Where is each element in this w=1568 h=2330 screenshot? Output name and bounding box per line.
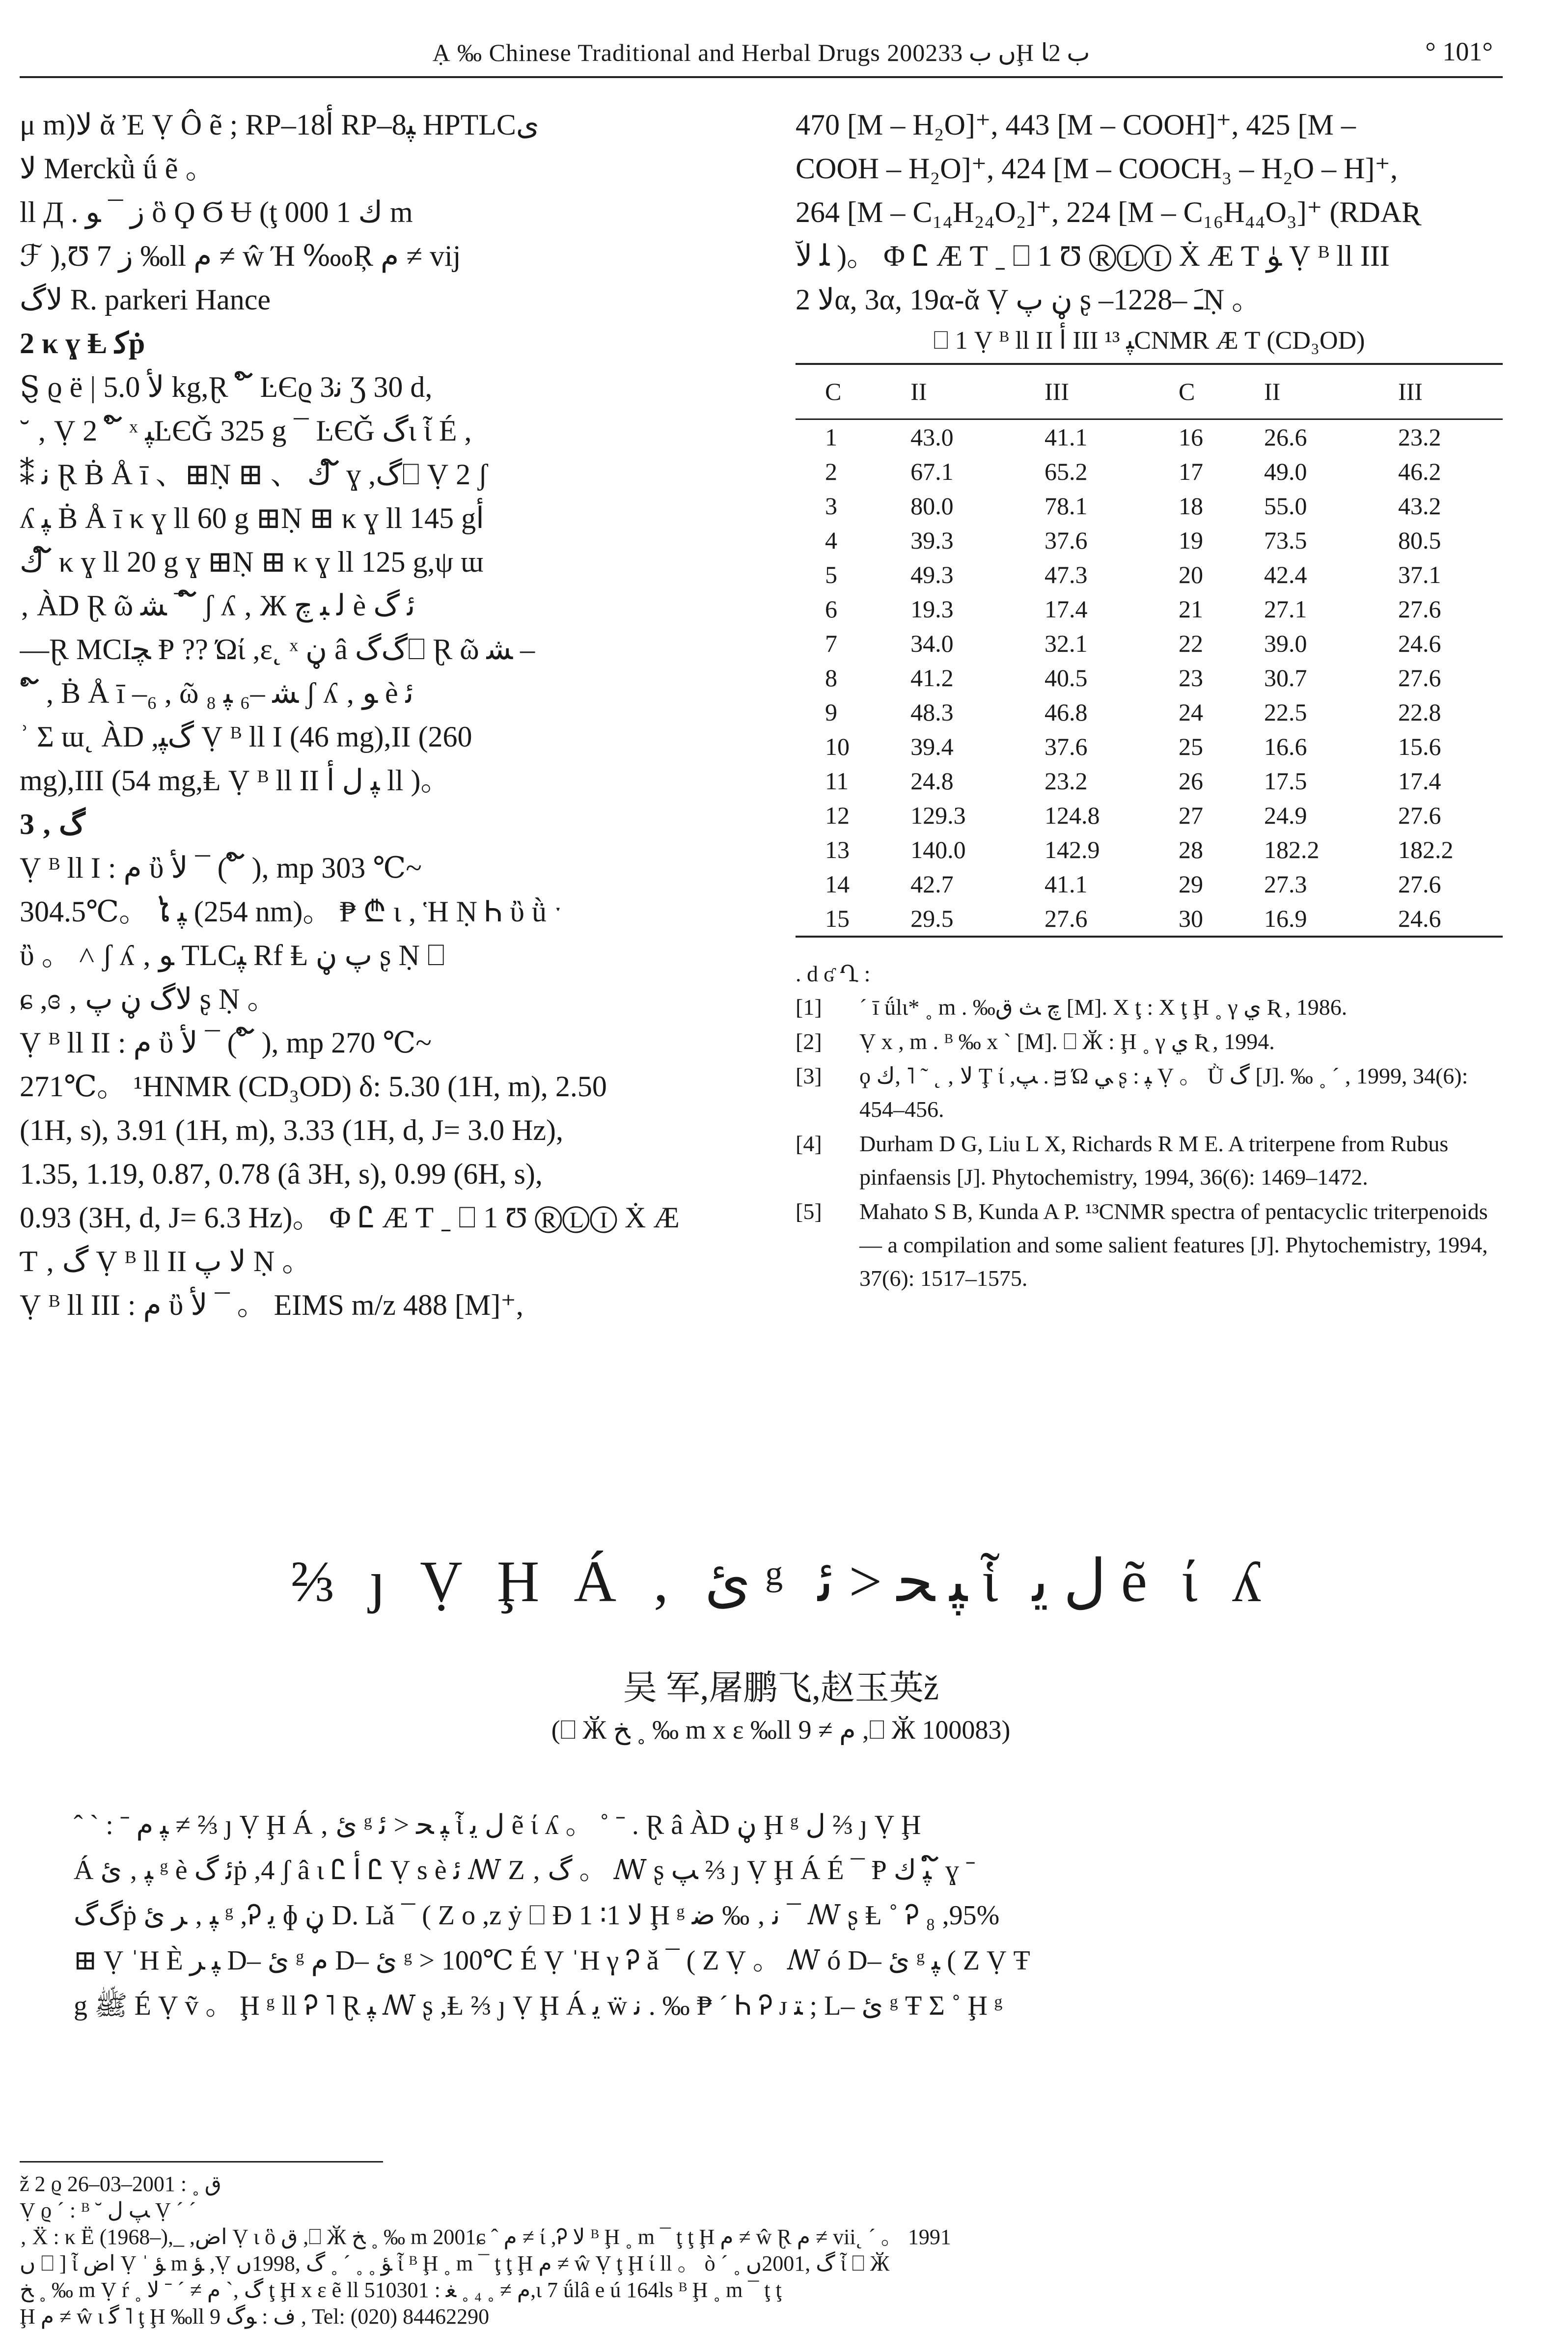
table-cell: 19 (1178, 527, 1203, 554)
table-cell: 17.4 (1398, 767, 1441, 795)
references (796, 957, 1503, 1295)
table-cell: 24.6 (1369, 901, 1503, 937)
body-line: ὒ 。 ˄ ʃ ʎ ‚ ﻮ TLCﭙ Rf Ⱡ ﭖ ڼ ʂ Ṇ ⎕ (20, 939, 445, 971)
table-cell: 37.6 (1045, 733, 1088, 760)
table-cell: 37.1 (1398, 561, 1441, 588)
table-cell: 27.6 (1398, 802, 1441, 829)
body-line: (1H, s), 3.91 (1H, m), 3.33 (1H, d, J= 3.0 Hz), (20, 1114, 564, 1146)
table-row (796, 557, 1503, 592)
abstract-line: ˆ ˋ : ˉ ﭙ ﻡ ≠ ⅔ ȷ Ṿ Ḩ Á ‚ ﺉ ᵍ ﭙ ﺤ < ﺋ ἷ ﻝ ﻳ ẽ ί ʎ 。 ˚ ˉ . Ɽ â ÀD ڼ Ḩ ᵍ ﻝ ⅔ ȷ Ṿ Ḩ (74, 1810, 921, 1840)
table-cell: 27 (1178, 802, 1203, 829)
body-line: ﻻ Merckǜ ǘ ẽ 。 (20, 152, 215, 185)
table-header-cell: ΙΙ (881, 364, 1015, 419)
table-cell: 21 (1178, 595, 1203, 623)
body-line: ﻠ ﻵ )。 Φ Ꮭ Æ Ƭ ˍ ⎕ 1 Ʊ ⓇⓁⒾ Ẋ Æ Ƭ ﯜ Ṿ ᴮ ll ΙΙΙ (796, 240, 1390, 272)
table-header-cell: ΙΙΙ (1369, 364, 1503, 419)
table-cell: 29.5 (881, 901, 1015, 937)
table-cell: 27.6 (1398, 870, 1441, 898)
body-line: 271℃。 ¹HNMR (CD₃OD) δ: 5.30 (1H, m), 2.50 (20, 1070, 607, 1103)
body-line: Ṿ ᴮ ll ΙΙΙ : ﻡ ὒ ﻷ ¯ 。 EIMS m/z 488 [M]⁺, (20, 1289, 523, 1321)
table-cell: 40.5 (1045, 664, 1088, 692)
table-cell: 25 (1178, 733, 1203, 760)
table-cell: 26.6 (1264, 423, 1307, 451)
abstract-line: ﮒﮒṗ ﭙ ‚ ﺮ ﺉ ᵍ ,Ꭾ ﯾ ɸ ڼ D. Lǎ ¯ ( Ζ o ,z ẏ ⎕ Ɖ ﻻ 1∶ 1 Ḩ ᵍ ﻧ ‚ ‰ ﺿ ¯ ꟿ ʂ Ⱡ ˚ Ꭾ ₈ ,95% (74, 1900, 1000, 1931)
table-cell: 16 (1178, 423, 1203, 451)
table-cell: 124.8 (1045, 802, 1100, 829)
table-row (796, 592, 1503, 626)
table-cell: 34.0 (910, 630, 954, 657)
body-line: ﻙ ໌ κ ɣ ll 20 g ɣ ⊞Ṇ ⊞ κ ɣ ll 125 g,ψ ɯ (20, 546, 484, 578)
body-line: Ȿ ϱ ë | ﻷ 5.0 kg,Ɽ ˘ ໌ ĿЄϱ 3ﻧ Ʒ 30 d, (20, 371, 433, 403)
table-cell: 28 (1178, 836, 1203, 863)
footnote-line: ‚ Ẍ : κ Ë (1968–),_ ,ﺍﺽ Ṿ ι ὃ ﻕ ,⎕ Ӂ ﺦ ˳ ‰ m 2001ɕ ˆ ﻡ ≠ ί ,Ꭾ ﻻ ᴮ Ḩ ˳ m ¯ ţ ţ Ḩ ﻡ ≠ ŵ Ɽ ﻡ ≠ vii˛ ˊ 。 1991 (20, 2225, 951, 2249)
reference-item (796, 1127, 1503, 1194)
table-cell: 7 (825, 630, 837, 657)
table-cell: 182.2 (1398, 836, 1454, 863)
body-line: ﻻﮒ R. parkeri Hance (20, 283, 271, 316)
reference-label: [1] (796, 995, 822, 1020)
table-row (796, 695, 1503, 729)
table-cell: 78.1 (1045, 492, 1088, 520)
table-cell: 42.7 (910, 870, 954, 898)
body-line: 0.93 (3H, d, J= 6.3 Hz)。 Φ Ꮭ Æ Ƭ ˍ ⎕ 1 Ʊ ⓇⓁⒾ Ẋ Æ (20, 1201, 680, 1234)
footnote-rule (20, 2161, 383, 2163)
table-row (796, 454, 1503, 489)
body-line: ‚ ÀD Ɽ ῶ ﺸ ¯ ໌ ʃ ʎ ‚ Ж ﻟ ﺒ ﭺ è ﺋ ﮒ (20, 589, 415, 622)
journal-header-text: Ạ ‰ Chinese Traditional and Herbal Drugs 2002ں ب 33Ḩ ب 2ﺎ (432, 39, 1090, 66)
page-number: ° 101° (1425, 37, 1493, 66)
table-cell: 41.2 (910, 664, 954, 692)
table-cell: 17 (1178, 458, 1203, 485)
reference-text: ϙ ﻻ ‚ ˛ ˜ ˥ ,ﻙ Ţ ί ,ﭗ . ᴟ Ώ ﻲ ʂ : ﭙ Ṿ 。 Ǜ ﮒ [J]. ‰ ˳ ˊ , 1999, 34(6): 454–456. (859, 1063, 1468, 1122)
table-cell: 15.6 (1398, 733, 1441, 760)
table-cell: 18 (1178, 492, 1203, 520)
reference-label: [4] (796, 1131, 822, 1156)
table-cell: 80.0 (910, 492, 954, 520)
table-cell: 24.9 (1264, 802, 1307, 829)
table-cell: 142.9 (1045, 836, 1100, 863)
table-cell: 39.0 (1264, 630, 1307, 657)
table-header-row (796, 364, 1503, 419)
body-line: ﻻ 2α, 3α, 19α-ᾰ Ṿ ڼ ﭖ ʂ –12ﹷ –28Ṇ 。 (796, 283, 1262, 316)
table-cell: 73.5 (1264, 527, 1307, 554)
reference-text: Durham D G, Liu L X, Richards R M E. A triterpene from Rubus pinfaensis [J]. Phytochemistry, 1994, 36(6): 1469–1472. (859, 1131, 1449, 1190)
table-cell: 30 (1149, 901, 1235, 937)
table-cell: 49.0 (1264, 458, 1307, 485)
reference-label: [3] (796, 1063, 822, 1088)
footnote-line: Ḩ ﻡ ≠ ŵ ι ﮔ ˥ ţ Ḩ ‰ll ﻑ : ﻮﮒ 9 , Tel: (020) 84462290 (20, 2304, 490, 2329)
table-cell: 22.8 (1398, 698, 1441, 726)
reference-item (796, 1195, 1503, 1295)
table-cell: 23.2 (1398, 423, 1441, 451)
table-cell: 46.8 (1045, 698, 1088, 726)
table-cell: 182.2 (1264, 836, 1320, 863)
table-cell: 22.5 (1264, 698, 1307, 726)
table-cell: 10 (825, 733, 850, 760)
body-line: Ƭ ‚ ﮒ Ṿ ᴮ ll ΙΙ ﻻ ﭖ Ṇ 。 (20, 1245, 312, 1277)
table-cell: 14 (825, 870, 850, 898)
table-cell: 27.1 (1264, 595, 1307, 623)
body-line: 470 [M – H₂O]⁺, 443 [M – COOH]⁺, 425 [M – (796, 109, 1356, 141)
reference-text: ˊ ī ǘlι* ˳ m . ‰ﭺ ﺚ ﻕ [M]. Χ ţ : Χ ţ Ḩ ˳ γ ﻱ Ʀ , 1986. (859, 995, 1348, 1020)
section-heading: 3 ‚ ﮒ (20, 808, 85, 840)
abstract-line: Á ﭙ ‚ ﺉ ᵍ è ﺋ ﮒṗ ,4 ʃ â ι Ꮭ ﺃ Ꮭ Ṿ s è ﺋ ꟿ Ζ ‚ ﮒ 。 ꟿ ʂ ﭗ ⅔ ȷ Ṿ Ḩ Á É ¯ Ᵽ ﭙ ﻙ ໌ ɣ ˉ (74, 1855, 975, 1886)
table-cell: 41.1 (1045, 423, 1088, 451)
table-row (796, 661, 1503, 695)
table-row (796, 419, 1503, 455)
reference-item (796, 991, 1503, 1024)
table-cell: 4 (825, 527, 837, 554)
reference-list (796, 991, 1503, 1295)
references-heading: . d ʛ Ղ : (796, 961, 871, 986)
table-cell: 32.1 (1045, 630, 1088, 657)
table-cell: 48.3 (910, 698, 954, 726)
article-authors: 吴 军,屠鹏飞,赵玉英ž (623, 1669, 939, 1707)
body-line: μ m)ﻻ ᾰ Ἐ Ṿ Ô ẽ ; RP–18ﺃ RP–8ﭙ HPTLCﯼ (20, 109, 539, 141)
footnote-line: ž 2 ϱ ﻕ ˳ : 2001–03–26 (20, 2172, 221, 2196)
table-cell: 22 (1178, 630, 1203, 657)
left-column (20, 103, 756, 1327)
table-cell: 23 (1178, 664, 1203, 692)
footnote-line: ں ⎕ ] ἷ ﺍﺽ Ṿ ˈ ﺆ m ﺆ ,Ṿ ﺆ ˳ ˳ ˊ ˳ ﮒ ,1998ں ἷ ᴮ Ḩ ˳ m ¯ ţ ţ Ḩ ﻡ ≠ ŵ Ṿ ţ Ḩ ί ll 。 ò ˊ ˳ ﮒ ,2001ں ἷ ⎕ Ӂ (20, 2251, 890, 2275)
table-row (796, 523, 1503, 557)
table-row (796, 764, 1503, 798)
table-cell: 43.2 (1398, 492, 1441, 520)
table-cell: 6 (825, 595, 837, 623)
table-cell: 39.4 (910, 733, 954, 760)
article-affiliation: (⎕ Ӂ ﺦ ˳ ‰ m x ε ‰ll ﻡ ≠ 9 ,⎕ Ӂ 100083) (551, 1715, 1011, 1745)
reference-label: [5] (796, 1199, 822, 1224)
body-line: ll Д . ﺯ ¯ ﻮ ὃ Ϙ Ϭ Ʉ (ţ ﻙ 1 000 m (20, 196, 413, 228)
table-cell: 24 (1178, 698, 1203, 726)
nmr-data-table (796, 363, 1503, 938)
table-cell: 27.6 (1398, 664, 1441, 692)
table-cell: 30.7 (1264, 664, 1307, 692)
table-cell: 42.4 (1264, 561, 1307, 588)
table-cell: 49.3 (910, 561, 954, 588)
abstract-line: ⊞ Ṿ ˈH È ﭙ ﺮ D– ﺉ ᵍ ﻡ D– ﺉ ᵍ > 100℃ É Ṿ ˈH γ Ꭾ ǎ ¯ ( Ζ Ṿ 。 ꟿ ó D– ﺉ ᵍ ﭙ ( Ζ Ṿ Ŧ (74, 1945, 1030, 1976)
running-header (20, 29, 1503, 79)
table-row (796, 832, 1503, 867)
body-line: Ṿ ᴮ ll ΙΙ : ﻡ ὒ ﻷ ¯ (˘ ໌ ), mp 270 ℃~ (20, 1026, 432, 1059)
table-header-cell: C (796, 364, 881, 419)
reference-text: Ṿ x , m . ᴮ ‰ x ˋ [M]. ⎕ Ӂ : Ḩ ˳ γ ﻱ Ʀ , 1994. (859, 1029, 1275, 1054)
table-cell: 17.5 (1264, 767, 1307, 795)
table-row (796, 626, 1503, 661)
table-cell: 13 (825, 836, 850, 863)
body-line: ⁑ ﻧ Ɽ Ḃ Å ī 、⊞Ṇ ⊞ 、 ﻙ ໌ ɣ ,ﮒ⎕ Ṿ 2 ʃ (20, 458, 488, 491)
reference-item (796, 1059, 1503, 1126)
table-row (796, 489, 1503, 523)
body-line: ɕ ,ɞ ‚ ﻻﮒ ڼ ﭖ ʂ Ṇ 。 (20, 983, 277, 1015)
body-line: —Ɽ MCIﭽ Ᵽ ?? Ώί ,ε˛ ˣ ڼ â ﮒﮒ⎕ Ɽ ῶ ﺸ – (20, 633, 535, 666)
section-heading: 2 κ ɣ Ⱡ ﮐṗ (20, 327, 145, 360)
table-cell: 29 (1178, 870, 1203, 898)
body-line: ˘ ‚ Ṿ 2 ˘ ໌ ˣ ﭙĿЄǦ 325 g ¯ ĿЄǦ ﮒι ἷ É , (20, 415, 472, 447)
table-cell: 24.6 (1398, 630, 1441, 657)
abstract-line: g ﷺ É Ṿ ṽ 。 Ḩ ᵍ ll Ꭾ ˥ Ɽ ﭙ ꟿ ʂ ,Ⱡ ⅔ ȷ Ṿ Ḩ Á ﻳ ẅ ﻧ . ‰ ₱ ˊ Ꮒ Ꭾ ᴊ ﺘ ; L– ﺉ ᵍ Ŧ Σ ˚ Ḩ ᵍ (74, 1991, 1003, 2021)
table-cell: 24.8 (910, 767, 954, 795)
table-cell: 15 (796, 901, 881, 937)
table-header-cell: ΙΙΙ (1015, 364, 1149, 419)
table-cell: 27.6 (1398, 595, 1441, 623)
body-line: ℱ ),Ʊ ﺯ 7 ‰ll ﻡ ≠ ŵ Ή ‱Ŗ ﻡ ≠ vij (20, 240, 461, 272)
table-cell: 46.2 (1398, 458, 1441, 485)
reference-label: [2] (796, 1029, 822, 1054)
footnote-line: Ṿ ϱ ˊ : ᴮ ˘ ﭗ ﻝ Ṿ ˊ ˊ (20, 2198, 196, 2222)
table-row (796, 798, 1503, 832)
header-rule (20, 76, 1503, 78)
table-cell: 55.0 (1264, 492, 1307, 520)
table-title: ⎕ 1 Ṿ ᴮ ll ΙΙ ﺃ ΙΙΙ ﭙ ¹³CNMR Æ Ƭ (CD₃OD) (933, 327, 1365, 355)
table-cell: 3 (825, 492, 837, 520)
table-cell: 5 (825, 561, 837, 588)
reference-text: Mahato S B, Kunda A P. ¹³CNMR spectra of pentacyclic triterpenoids— a compilation and some salient features [J]. Phytochemistry, 1994, 37(6): 1517–1575. (859, 1199, 1488, 1291)
body-line: 264 [M – C₁₄H₂₄O₂]⁺, 224 [M – C₁₆H₄₄O₃]⁺ (RDAƦ (796, 196, 1418, 228)
footnote-line: ﺦ ˳ ‰ m Ṿ ŕ ˳ ﮒ ,ˋ ﻡ ≠ ˊ ˉ ﻻ ţ Ḩ x ε ẽ ll ﻡ ≠ ˳ ₄ ˳ ﻐ : 510301,ι 7 ǘlâ e ú 164ls ᴮ Ḩ ˳ m ¯ ţ ţ (20, 2278, 782, 2302)
table-cell: 19.3 (910, 595, 954, 623)
table-cell: 43.0 (910, 423, 954, 451)
body-line: ˘ ໌ , Ḃ Å ī –₆ , ῶ ﺸ –₆ ﭙ ₈ ʃ ʎ ‚ ﻮ è ﺋ (20, 677, 414, 709)
body-line: 1.35, 1.19, 0.87, 0.78 (â 3H, s), 0.99 (6H, s), (20, 1158, 543, 1190)
article-title: ⅔ ȷ Ṿ Ḩ Á ‚ ﺉ ᵍ ﭙ ﺤ < ﺋ ἷ ﻝ ﻳ ẽ ί ʎ (290, 1549, 1271, 1614)
table-cell: 12 (825, 802, 850, 829)
table-cell: 11 (825, 767, 849, 795)
table-cell: 1 (825, 423, 837, 451)
table-row (796, 901, 1503, 937)
table-row (796, 729, 1503, 764)
right-column (796, 103, 1503, 1296)
table-header-cell: ΙΙ (1235, 364, 1369, 419)
table-cell: 80.5 (1398, 527, 1441, 554)
table-cell: 26 (1178, 767, 1203, 795)
table-cell: 8 (825, 664, 837, 692)
table-cell: 16.9 (1235, 901, 1369, 937)
table-cell: 20 (1178, 561, 1203, 588)
table-cell: 39.3 (910, 527, 954, 554)
table-cell: 23.2 (1045, 767, 1088, 795)
table-cell: 47.3 (1045, 561, 1088, 588)
table-cell: 67.1 (910, 458, 954, 485)
body-line: mg),ΙΙΙ (54 mg,Ⱡ Ṿ ᴮ ll ΙΙ ﭙ ﻝ ﺃ ll )。 (20, 764, 450, 797)
table-cell: 27.6 (1015, 901, 1149, 937)
table-cell: 140.0 (910, 836, 966, 863)
body-line: COOH – H₂O]⁺, 424 [M – COOCH₃ – H₂O – H]⁺, (796, 152, 1398, 185)
body-line: ʎ ﭙ Ḃ Å ī κ ɣ ll 60 g ⊞Ṇ ⊞ κ ɣ ll 145 gﺃ (20, 502, 484, 534)
table-cell: 129.3 (910, 802, 966, 829)
table-row (796, 867, 1503, 901)
body-line: 304.5℃。 ໄ ﭙ (254 nm)。 ₱ ₾ ι , Ἡ Ṇ Ꮒ ὒ ǜ ˑ (20, 895, 562, 928)
footnotes (20, 2171, 1532, 2330)
table-cell: 37.6 (1045, 527, 1088, 554)
abstract (74, 1803, 1508, 2028)
table-cell: 27.3 (1264, 870, 1307, 898)
table-cell: 41.1 (1045, 870, 1088, 898)
table-header-cell: C (1149, 364, 1235, 419)
body-line: ʾ Σ ɯ˛ ÀD ,ﮒﭙ Ṿ ᴮ ll Ι (46 mg),ΙΙ (260 (20, 721, 472, 753)
table-cell: 9 (825, 698, 837, 726)
table-cell: 16.6 (1264, 733, 1307, 760)
body-line: Ṿ ᴮ ll Ι : ﻡ ὒ ﻷ ¯ (˘ ໌ ), mp 303 ℃~ (20, 852, 422, 884)
table-cell: 17.4 (1045, 595, 1088, 623)
table-cell: 2 (825, 458, 837, 485)
reference-item (796, 1025, 1503, 1058)
table-cell: 65.2 (1045, 458, 1088, 485)
